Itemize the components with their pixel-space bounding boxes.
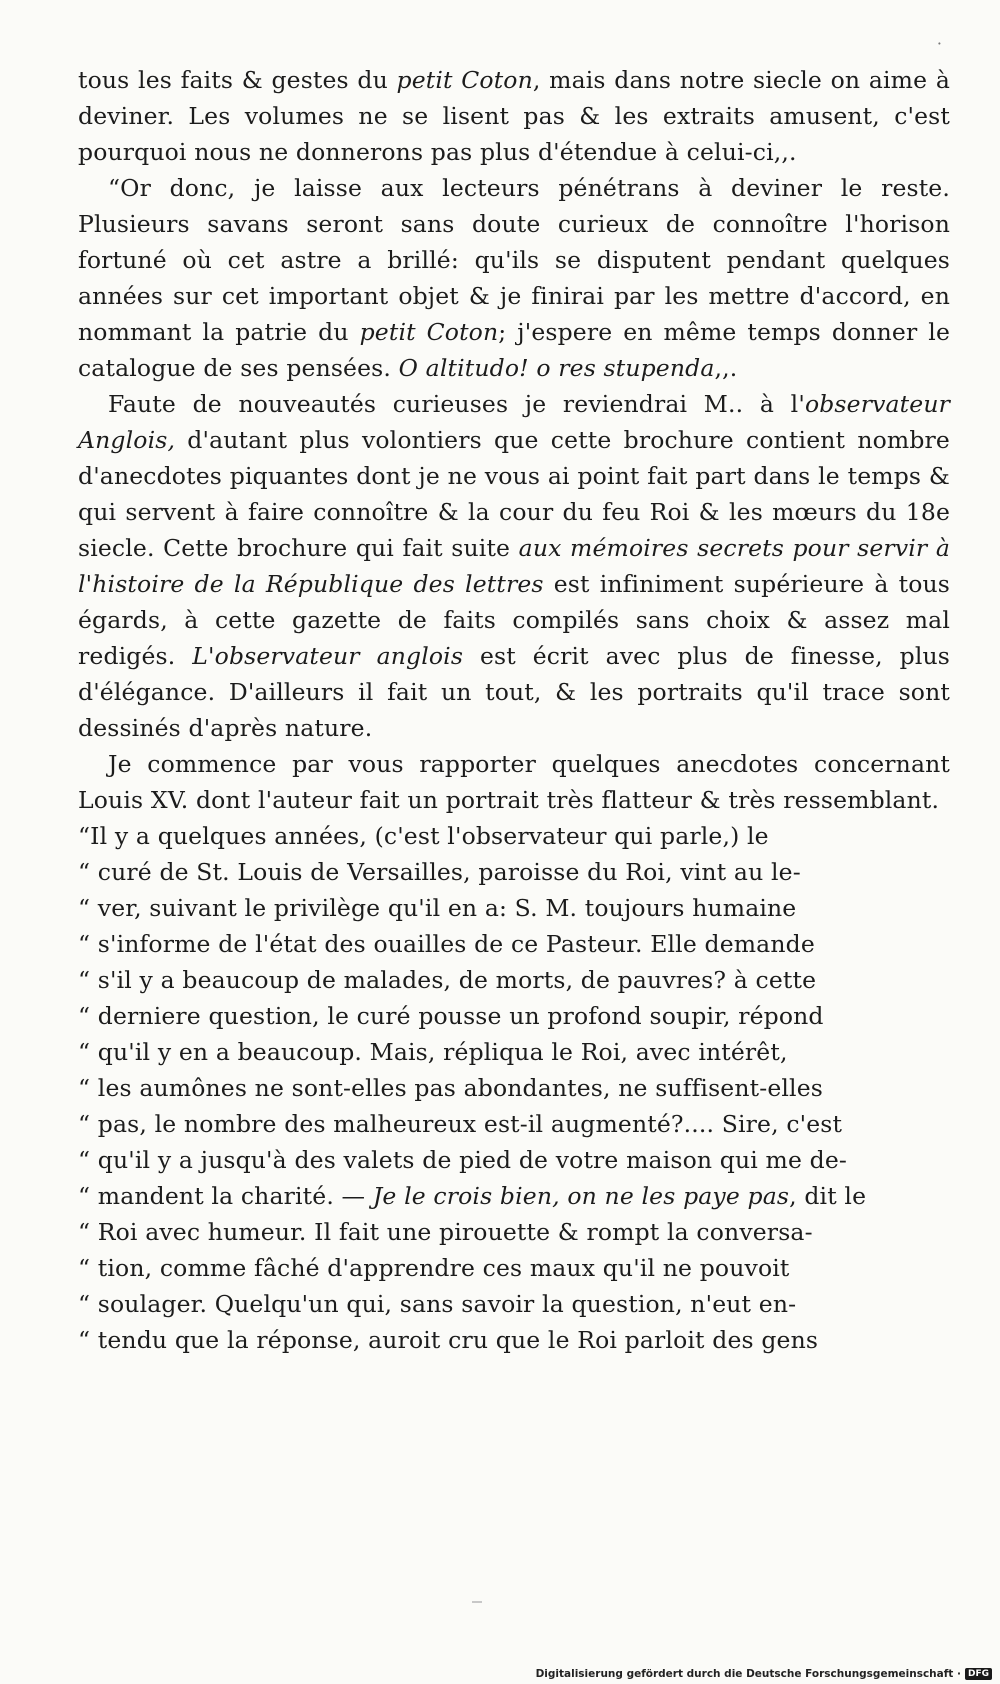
body-text: est écrit avec plus de finesse, plus d'élégance. D'ailleurs il fait un tout, & les portraits qu'il trace sont dessinés d'après nature. [78, 642, 950, 742]
body-text: “ les aumônes ne sont-elles pas abondantes, ne suffisent-elles [78, 1074, 823, 1102]
italic-text: observateur Anglois, [78, 390, 950, 454]
italic-text: petit Coton [396, 66, 533, 94]
body-text: est infiniment supérieure à tous égards, à cette gazette de faits compilés sans choix & assez mal redigés. [78, 570, 951, 670]
paragraph-4 [78, 746, 950, 818]
quote-line [78, 818, 950, 854]
body-text: d'autant plus volontiers que cette brochure contient nombre d'anecdotes piquantes dont je ne vous ai point fait part dans le temps & qui servent à faire connoître & la cour du feu Roi & les mœurs du 18e siecle. Cette brochure qui fait suite [78, 426, 950, 562]
italic-text: Je le crois bien, on ne les paye pas [372, 1182, 790, 1210]
quote-line [78, 1142, 950, 1178]
footer-credit-text: Digitalisierung gefördert durch die Deutsche Forschungsgemeinschaft · [535, 1668, 961, 1680]
corner-mark: · [936, 34, 942, 53]
body-text: “ s'informe de l'état des ouailles de ce Pasteur. Elle demande [78, 930, 815, 958]
body-text: ,,. [714, 354, 738, 382]
body-text: “ tion, comme fâché d'apprendre ces maux qu'il ne pouvoit [78, 1254, 790, 1282]
quote-line [78, 1178, 950, 1214]
quote-line [78, 1106, 950, 1142]
body-text: “ tendu que la réponse, auroit cru que le Roi parloit des gens [78, 1326, 819, 1354]
body-text: “ qu'il y a jusqu'à des valets de pied de votre maison qui me de- [78, 1146, 848, 1174]
body-text: “ Roi avec humeur. Il fait une pirouette & rompt la conversa- [78, 1218, 813, 1246]
page-text-block [78, 62, 950, 1358]
digitization-footer [536, 1668, 992, 1680]
body-text: , dit le [789, 1182, 867, 1210]
quote-line [78, 1070, 950, 1106]
body-text: Faute de nouveautés curieuses je reviendrai M.. à l' [108, 390, 805, 418]
body-text: ; j'espere en même temps donner le catalogue de ses pensées. [78, 318, 950, 382]
quote-line [78, 998, 950, 1034]
body-text: “ mandent la charité. — [78, 1182, 373, 1210]
body-text: “ ver, suivant le privilège qu'il en a: S. M. toujours humaine [78, 894, 797, 922]
body-text: “Or donc, je laisse aux lecteurs pénétrans à deviner le reste. Plusieurs savans seront sans doute curieux de connoître l'horison fortuné où cet astre a brillé: qu'ils se disputent pendant quelques années sur cet important objet & je finirai par les mettre d'accord, en nommant la patrie du [78, 174, 950, 346]
italic-text: petit Coton [359, 318, 499, 346]
dfg-logo: DFG [965, 1668, 992, 1680]
paragraph-3 [78, 386, 950, 746]
body-text: “ pas, le nombre des malheureux est-il augmenté?.... Sire, c'est [78, 1110, 843, 1138]
paragraph-2 [78, 170, 950, 386]
quote-line [78, 1214, 950, 1250]
body-text: “ curé de St. Louis de Versailles, paroisse du Roi, vint au le- [78, 858, 801, 886]
body-text: “ qu'il y en a beaucoup. Mais, répliqua le Roi, avec intérêt, [78, 1038, 788, 1066]
body-text: Je commence par vous rapporter quelques anecdotes concernant Louis XV. dont l'auteur fait un portrait très flatteur & très ressemblant. [78, 750, 950, 814]
quote-line [78, 1286, 950, 1322]
body-text: “ s'il y a beaucoup de malades, de morts, de pauvres? à cette [78, 966, 817, 994]
page-end-mark [472, 1601, 482, 1603]
quote-line [78, 926, 950, 962]
quote-line [78, 1250, 950, 1286]
italic-text: aux mémoires secrets pour servir à l'histoire de la République des lettres [78, 534, 950, 598]
italic-text: L'observateur anglois [192, 642, 464, 670]
body-text: “ soulager. Quelqu'un qui, sans savoir la question, n'eut en- [78, 1290, 797, 1318]
quote-line [78, 854, 950, 890]
body-text: “ derniere question, le curé pousse un profond soupir, répond [78, 1002, 824, 1030]
paragraph-1 [78, 62, 950, 170]
body-text: , mais dans notre siecle on aime à deviner. Les volumes ne se lisent pas & les extraits amusent, c'est pourquoi nous ne donnerons pas plus d'étendue à celui-ci,,. [78, 66, 950, 166]
quote-line [78, 1034, 950, 1070]
body-text: “Il y a quelques années, (c'est l'observateur qui parle,) le [78, 822, 769, 850]
body-text: tous les faits & gestes du [78, 66, 397, 94]
quote-line [78, 1322, 950, 1358]
italic-text: O altitudo! o res stupenda [398, 354, 715, 382]
quote-line [78, 962, 950, 998]
quote-line [78, 890, 950, 926]
quotation-block [78, 818, 950, 1358]
